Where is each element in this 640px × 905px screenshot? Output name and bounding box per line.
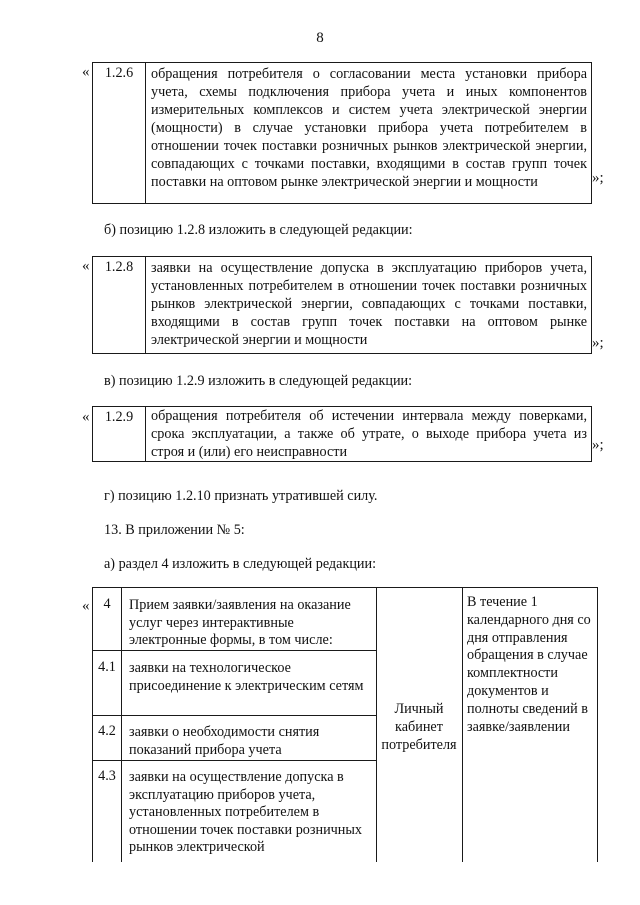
position-code: 1.2.9 — [104, 409, 134, 425]
paragraph-v: в) позицию 1.2.9 изложить в следующей редакции: — [104, 373, 413, 389]
channel-cell: Личный кабинет потребителя — [381, 701, 457, 753]
close-quote: »; — [592, 335, 604, 351]
position-1-2-9-table — [92, 406, 592, 462]
row-number: 4.1 — [98, 659, 116, 675]
position-text: обращения потребителя об истечении интервала между поверками, срока эксплуатации, а также об утрате, о выходе прибора учета из строя и (или) его неисправности — [151, 408, 587, 460]
position-text: обращения потребителя о согласовании места установки прибора учета, схемы подключения прибора учета и иных компонентов измерительных комплексов и систем учета электрической энергии (мощности) в случае установки прибора учета потребителем в отношении точек поставки розничных рынков электрической энергии, совпадающих с точками поставки, входящими в состав групп точек поставки на оптовом рынке электрической энергии и мощности — [151, 66, 587, 190]
row-text: Прием заявки/заявления на оказание услуг через интерактивные электронные формы, в том числе: — [129, 597, 351, 648]
position-1-2-6-table — [92, 62, 592, 204]
row-text: заявки на технологическое присоединение к электрическим сетям — [129, 660, 364, 694]
row-text: заявки на осуществление допуска в эксплуатацию приборов учета, установленных потребителем в отношении точек поставки розничных рынков электрической — [129, 769, 363, 855]
close-quote: »; — [592, 170, 604, 186]
paragraph-g: г) позицию 1.2.10 признать утратившей силу. — [104, 488, 378, 504]
paragraph-a: а) раздел 4 изложить в следующей редакции: — [104, 556, 377, 572]
deadline-cell: В течение 1 календарного дня со дня отправления обращения в случае комплектности документов и полноты сведений в заявке/заявлении — [467, 594, 591, 735]
position-code: 1.2.8 — [104, 259, 134, 275]
row-text: заявки о необходимости снятия показаний прибора учета — [129, 724, 320, 758]
section-4-table — [92, 587, 598, 862]
open-quote: « — [82, 409, 90, 425]
position-code: 1.2.6 — [104, 65, 134, 81]
open-quote: « — [82, 598, 90, 614]
row-number: 4.2 — [98, 723, 116, 739]
close-quote: »; — [592, 437, 604, 453]
row-number: 4.3 — [98, 768, 116, 784]
paragraph-13: 13. В приложении № 5: — [104, 522, 245, 538]
position-1-2-8-table — [92, 256, 592, 354]
open-quote: « — [82, 258, 90, 274]
paragraph-b: б) позицию 1.2.8 изложить в следующей редакции: — [104, 222, 413, 238]
row-number: 4 — [103, 596, 111, 612]
position-text: заявки на осуществление допуска в эксплуатацию приборов учета, установленных потребителем в отношении точек поставки розничных рынков электрической энергии, совпадающих с точками поставки, входящими в состав групп точек поставки на оптовом рынке электрической энергии и мощности — [151, 260, 587, 348]
open-quote: « — [82, 64, 90, 80]
page-number: 8 — [316, 30, 324, 46]
